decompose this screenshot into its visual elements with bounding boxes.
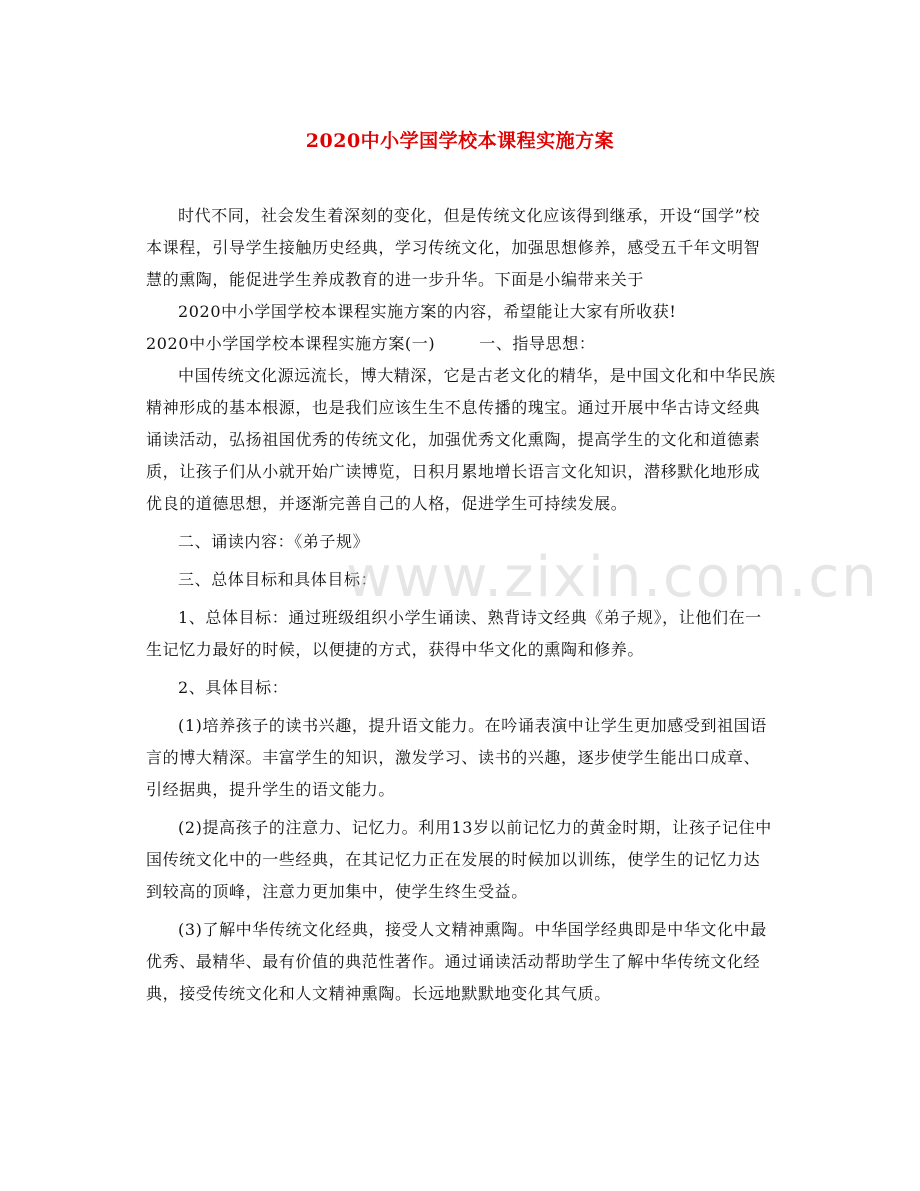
goal-overall-paragraph: 1、总体目标：通过班级组织小学生诵读、熟背诗文经典《弟子规》，让他们在一生记忆力最好的时候，以便捷的方式，获得中华文化的熏陶和修养。 [146,608,762,659]
watermark-text: www.zixin.com.cn [346,545,879,610]
section3-heading: 三、总体目标和具体目标： [178,570,378,589]
document-body [146,200,776,1010]
plan-heading: 2020中小学国学校本课程实施方案(一) [146,334,436,353]
goal-specific-heading: 2、具体目标： [178,678,289,697]
guiding-paragraph: 中国传统文化源远流长，博大精深，它是古老文化的精华，是中国文化和中华民族精神形成的基本根源，也是我们应该生生不息传播的瑰宝。通过开展中华古诗文经典诵读活动，弘扬祖国优秀的传统文化，加强优秀文化熏陶，提高学生的文化和道德素质，让孩子们从小就开始广读博览，日积月累地增长语言文化知识，潜移默化地形成优良的道德思想，并逐渐完善自己的人格，促进学生可持续发展。 [146,366,776,513]
section1-heading: 一、指导思想： [479,334,596,353]
section2-heading: 二、诵读内容：《弟子规》 [178,532,370,551]
plan-heading-line [146,328,776,360]
item-3-paragraph: (3)了解中华传统文化经典，接受人文精神熏陶。中华国学经典即是中华文化中最优秀、最精华、最有价值的典范性著作。通过诵读活动帮助学生了解中华传统文化经典，接受传统文化和人文精神熏陶。长远地默默地变化其气质。 [146,920,767,1003]
item-1-paragraph: (1)培养孩子的读书兴趣，提升语文能力。在吟诵表演中让学生更加感受到祖国语言的博大精深。丰富学生的知识，激发学习、读书的兴趣，逐步使学生能出口成章、引经据典，提升学生的语文能力。 [146,716,767,799]
intro-paragraph [146,200,776,328]
document-title: 2020中小学国学校本课程实施方案 [305,130,615,152]
intro-text-part2: 2020中小学国学校本课程实施方案的内容，希望能让大家有所收获! [178,302,677,321]
intro-text-part1: 时代不同，社会发生着深刻的变化，但是传统文化应该得到继承，开设“国学”校本课程，引导学生接触历史经典，学习传统文化，加强思想修养，感受五千年文明智慧的熏陶，能促进学生养成教育的进一步升华。下面是小编带来关于 [146,206,761,289]
item-2-paragraph: (2)提高孩子的注意力、记忆力。利用13岁以前记忆力的黄金时期，让孩子记住中国传统文化中的一些经典，在其记忆力正在发展的时候加以训练，使学生的记忆力达到较高的顶峰，注意力更加集中，使学生终生受益。 [146,818,772,901]
